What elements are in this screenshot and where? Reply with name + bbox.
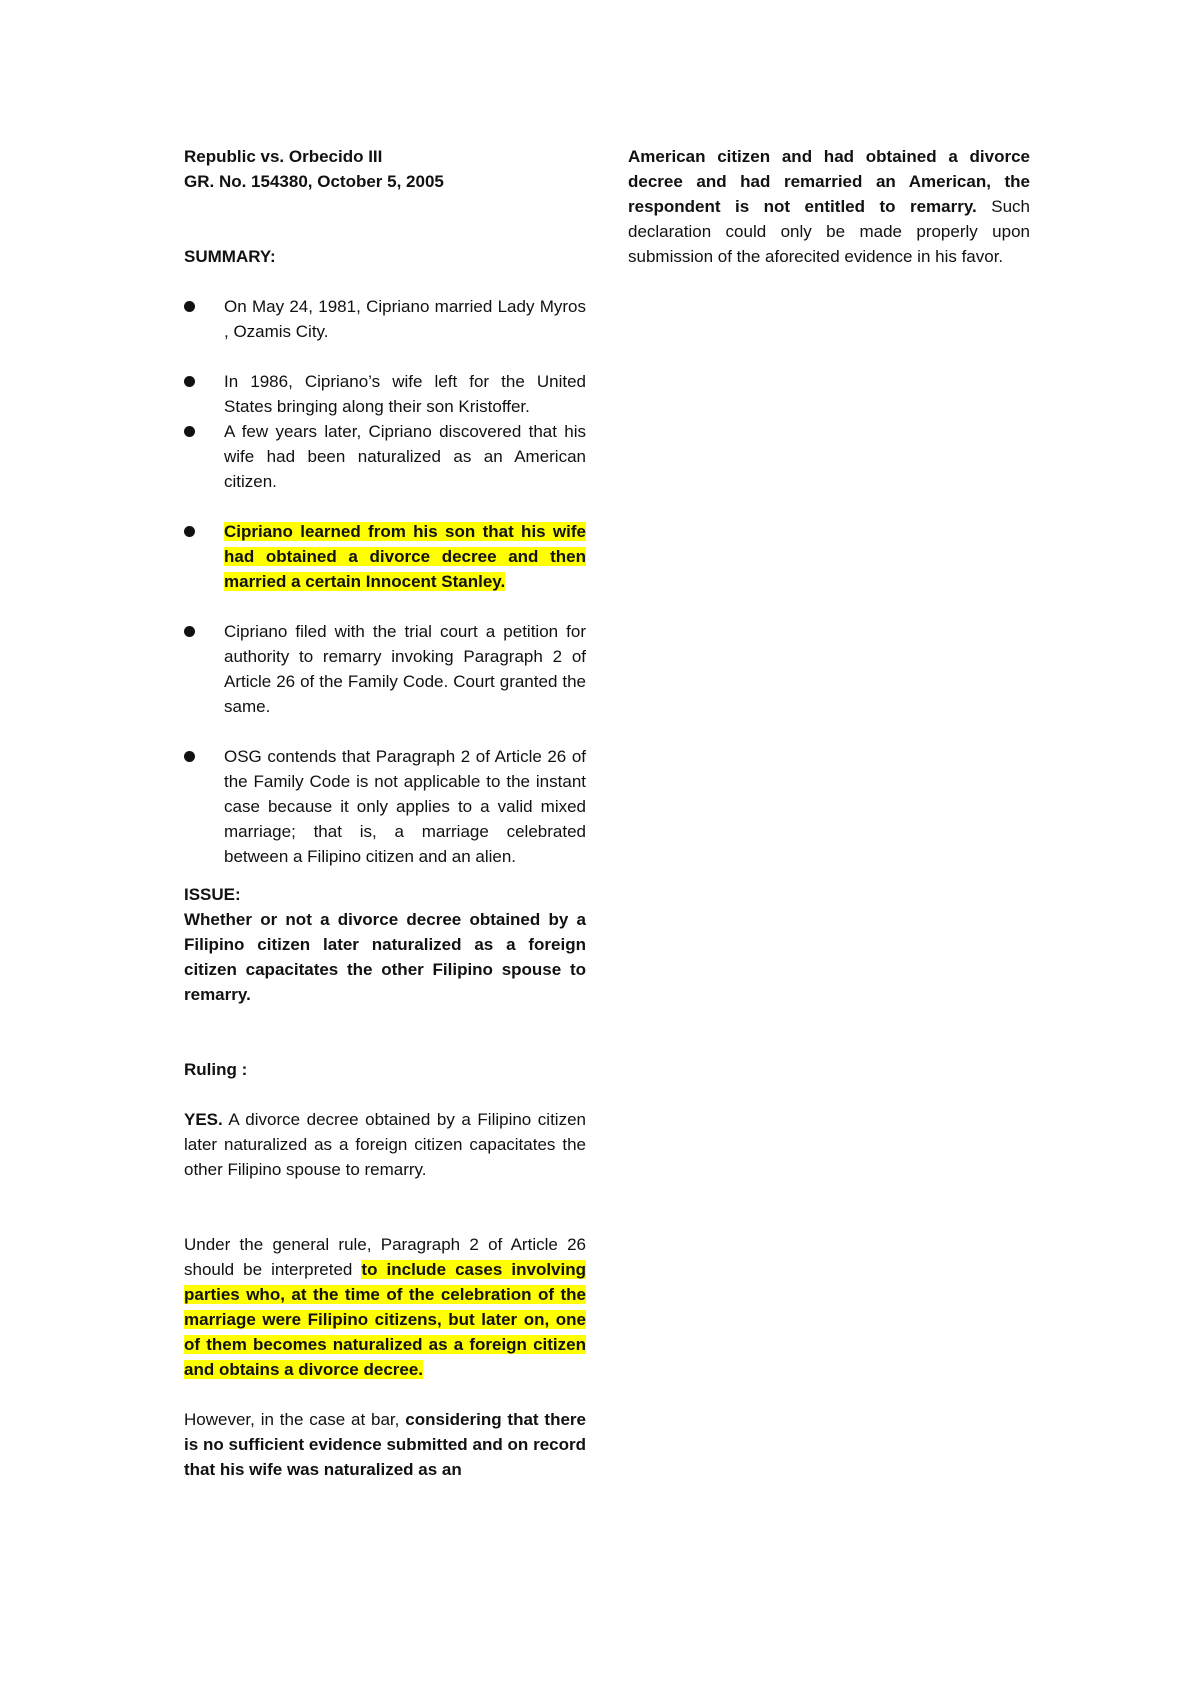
list-item-text: A few years later, Cipriano discovered that his wife had been naturalized as an American citizen. [224, 422, 586, 491]
bullet-icon [184, 301, 195, 312]
list-item [184, 619, 586, 719]
list-item [184, 744, 586, 869]
however-text: However, in the case at bar, [184, 1410, 406, 1429]
summary-list [184, 294, 586, 869]
bullet-icon [184, 626, 195, 637]
bullet-icon [184, 426, 195, 437]
ruling-verdict-text: A divorce decree obtained by a Filipino citizen later naturalized as a foreign citizen capacitates the other Filipino spouse to remarry. [184, 1110, 586, 1179]
issue-text: Whether or not a divorce decree obtained by a Filipino citizen later naturalized as a foreign citizen capacitates the other Filipino spouse to remarry. [184, 910, 586, 1004]
left-column [184, 144, 586, 1482]
closing-text: Such declaration could only be made properly upon submission of the aforecited evidence in his favor. [628, 197, 1030, 266]
ruling-verdict: YES. [184, 1110, 223, 1129]
continued-bold-text: American citizen and had obtained a divorce decree and had remarried an American, the respondent is not entitled to remarry. [628, 147, 1030, 216]
however-bold-text: considering that there is no sufficient evidence submitted and on record that his wife was naturalized as an [184, 1410, 586, 1479]
case-number: GR. No. 154380, October 5, 2005 [184, 172, 444, 191]
list-item-text: OSG contends that Paragraph 2 of Article 26 of the Family Code is not applicable to the instant case because it only applies to a valid mixed marriage; that is, a marriage celebrated between a Filipino citizen and an alien. [224, 747, 586, 866]
list-item-text: Cipriano filed with the trial court a petition for authority to remarry invoking Paragraph 2 of Article 26 of the Family Code. Court granted the same. [224, 622, 586, 716]
list-item [184, 369, 586, 419]
ruling-heading: Ruling : [184, 1060, 248, 1079]
however-paragraph [184, 1407, 586, 1482]
list-item [184, 294, 586, 344]
bullet-icon [184, 526, 195, 537]
general-rule-paragraph [184, 1232, 586, 1382]
case-title: Republic vs. Orbecido III [184, 147, 383, 166]
bullet-icon [184, 376, 195, 387]
issue-heading: ISSUE: [184, 885, 241, 904]
summary-heading: SUMMARY: [184, 247, 276, 266]
general-rule-highlight: to include cases involving parties who, at the time of the celebration of the marriage were Filipino citizens, but later on, one of them becomes naturalized as a foreign citizen and obtains a divorce decree. [184, 1260, 586, 1379]
general-rule-text: Under the general rule, Paragraph 2 of Article 26 should be interpreted [184, 1235, 586, 1279]
list-item [184, 419, 586, 494]
list-item-text: On May 24, 1981, Cipriano married Lady Myros , Ozamis City. [224, 297, 586, 341]
continued-paragraph [628, 144, 1030, 269]
ruling-verdict-paragraph [184, 1107, 586, 1182]
right-column [628, 144, 1030, 269]
bullet-icon [184, 751, 195, 762]
list-item-text: In 1986, Cipriano’s wife left for the United States bringing along their son Kristoffer. [224, 372, 586, 416]
list-item [184, 519, 586, 594]
list-item-text-highlighted: Cipriano learned from his son that his wife had obtained a divorce decree and then married a certain Innocent Stanley. [224, 522, 586, 591]
